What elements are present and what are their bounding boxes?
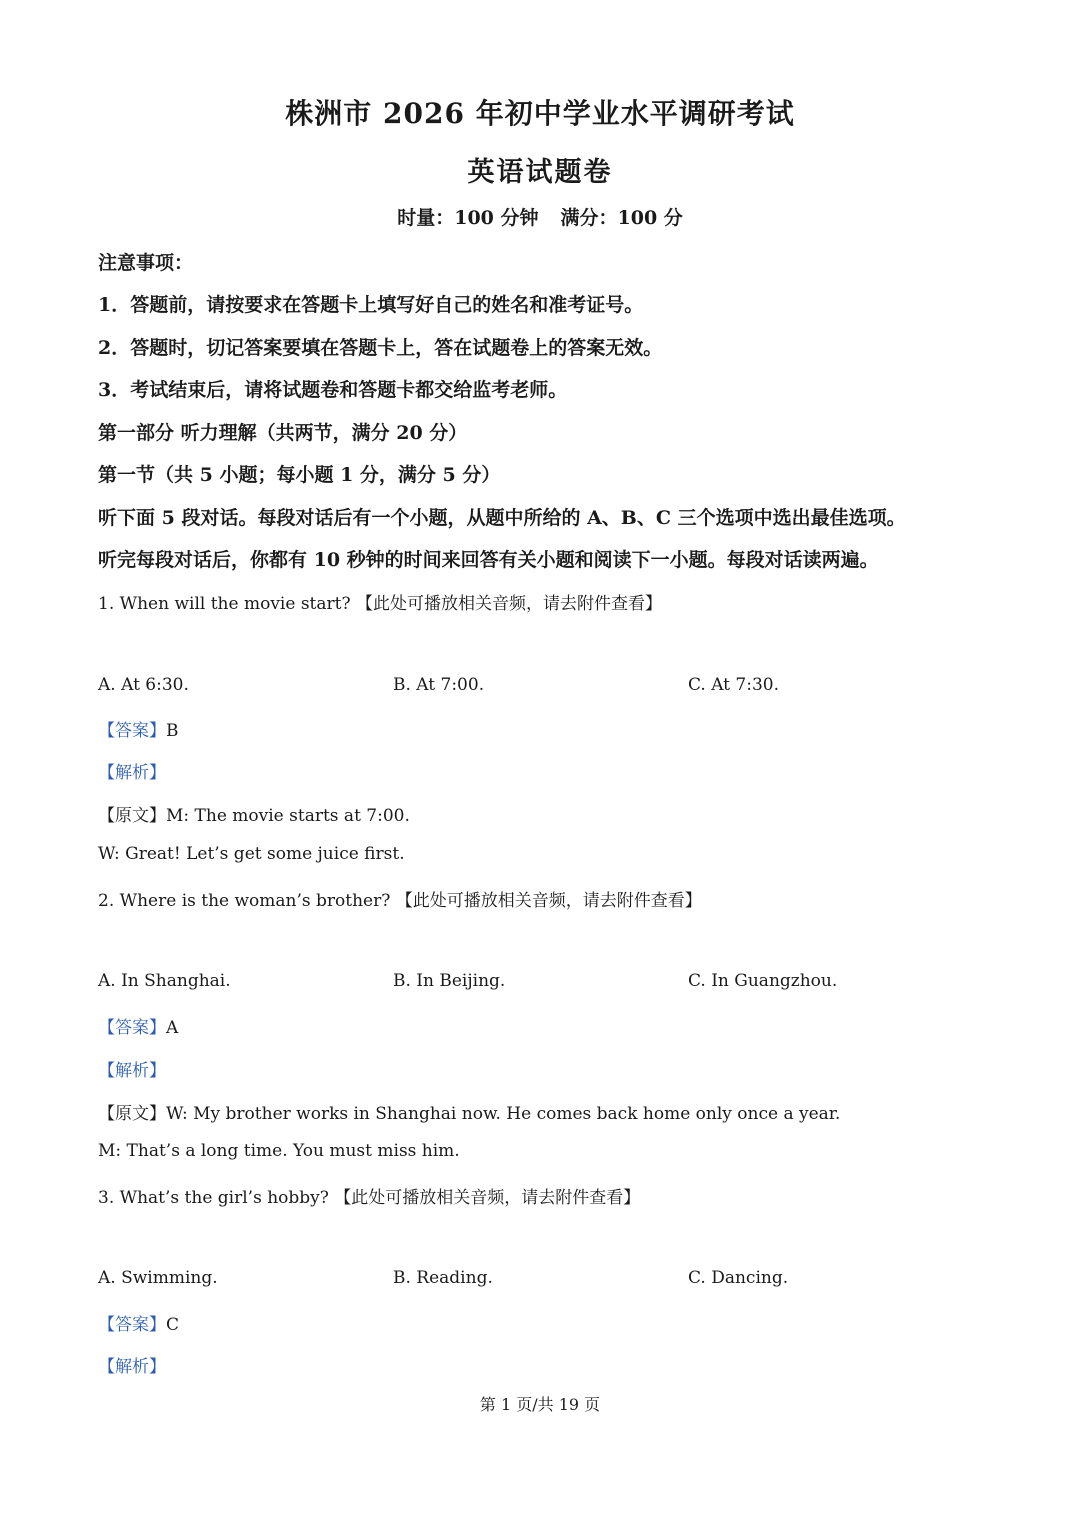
answer-line [98,1310,179,1335]
source-label: 【原文】 [98,806,166,826]
transcript-line [98,801,410,826]
note-item: 2．答题时，切记答案要填在答题卡上，答在试题卷上的答案无效。 [98,337,663,359]
option-a: A. In Shanghai. [98,971,231,991]
answer-label: 【答案】 [98,721,166,741]
analysis-label: 【解析】 [98,763,166,783]
answer-line [98,716,179,741]
note-item: 3．考试结束后，请将试题卷和答题卡都交给监考老师。 [98,379,568,401]
option-b: B. Reading. [393,1268,493,1288]
analysis-line [98,758,166,783]
transcript-text: M: The movie starts at 7:00. [166,806,410,826]
answer-value: B [166,721,179,741]
answer-label: 【答案】 [98,1315,166,1335]
analysis-label: 【解析】 [98,1357,166,1377]
answer-label: 【答案】 [98,1018,166,1038]
exam-meta [0,203,1080,230]
instruction-line: 听下面 5 段对话。每段对话后有一个小题，从题中所给的 A、B、C 三个选项中选出最佳选项。 [98,507,906,529]
transcript-line [98,1099,840,1124]
transcript-text: W: My brother works in Shanghai now. He comes back home only once a year. [166,1104,841,1124]
option-a: A. Swimming. [98,1268,218,1288]
full-score: 满分：100 分 [560,207,683,229]
section-heading: 第一节（共 5 小题；每小题 1 分，满分 5 分） [98,464,501,486]
option-b: B. At 7:00. [393,675,485,695]
part-heading: 第一部分 听力理解（共两节，满分 20 分） [98,422,468,444]
transcript-line: W: Great! Let’s get some juice first. [98,844,405,864]
audio-note[interactable]: 【此处可播放相关音频，请去附件查看】 [395,891,702,911]
option-c: C. In Guangzhou. [688,971,838,991]
option-b: B. In Beijing. [393,971,506,991]
option-c: C. At 7:30. [688,675,780,695]
question-3 [98,1183,640,1208]
question-1 [98,589,662,614]
analysis-label: 【解析】 [98,1061,166,1081]
exam-subtitle: 英语试题卷 [467,157,613,188]
option-c: C. Dancing. [688,1268,789,1288]
answer-value: C [166,1315,180,1335]
note-item: 1．答题前，请按要求在答题卡上填写好自己的姓名和准考证号。 [98,294,644,316]
analysis-line [98,1056,166,1081]
answer-value: A [166,1018,179,1038]
instruction-line: 听完每段对话后，你都有 10 秒钟的时间来回答有关小题和阅读下一小题。每段对话读两遍。 [98,549,879,571]
option-a: A. At 6:30. [98,675,189,695]
exam-title: 株洲市 2026 年初中学业水平调研考试 [285,97,795,130]
audio-note[interactable]: 【此处可播放相关音频，请去附件查看】 [356,594,662,614]
notes-heading: 注意事项： [98,252,194,274]
question-text: 1. When will the movie start? [98,594,351,614]
audio-note[interactable]: 【此处可播放相关音频，请去附件查看】 [334,1188,641,1208]
duration: 时量：100 分钟 [397,207,539,229]
question-text: 3. What’s the girl’s hobby? [98,1188,329,1208]
transcript-line: M: That’s a long time. You must miss him. [98,1141,460,1161]
question-2 [98,886,702,911]
analysis-line [98,1352,166,1377]
answer-line [98,1013,178,1038]
question-text: 2. Where is the woman’s brother? [98,891,391,911]
source-label: 【原文】 [98,1104,166,1124]
page-number: 第 1 页/共 19 页 [479,1395,601,1414]
